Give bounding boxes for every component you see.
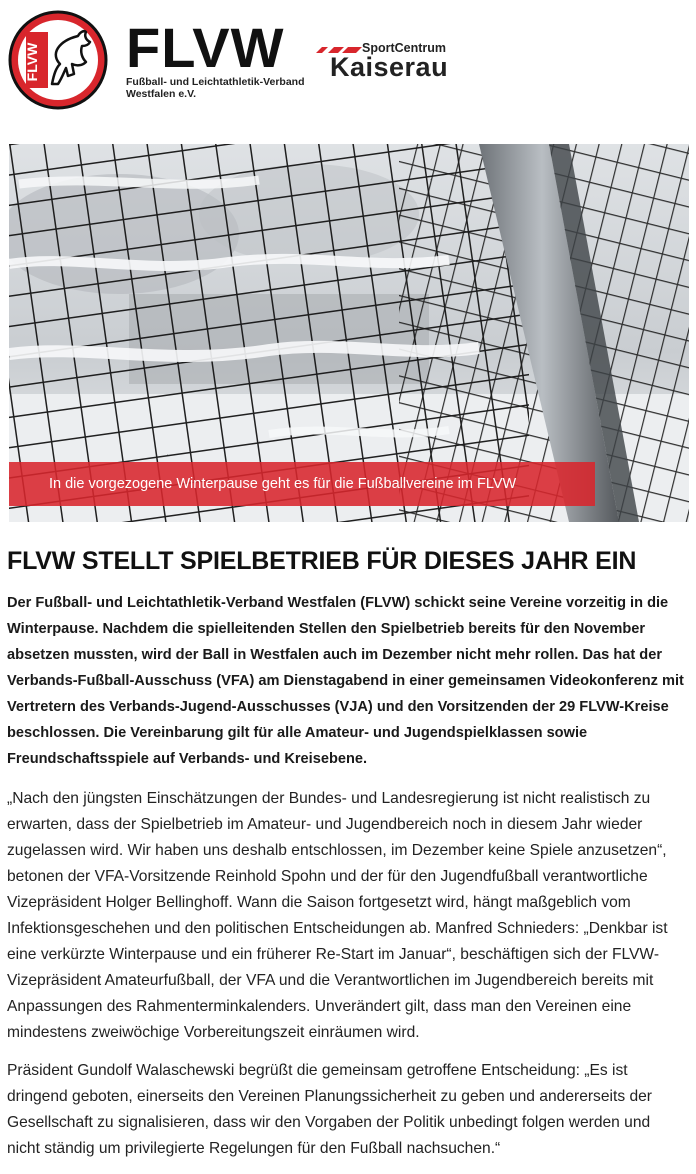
brand-block[interactable] bbox=[126, 16, 305, 100]
image-caption-bar bbox=[9, 462, 595, 506]
hero-image bbox=[9, 144, 689, 522]
article-headline: FLVW STELLT SPIELBETRIEB FÜR DIESES JAHR EIN bbox=[7, 547, 637, 575]
brand-name: FLVW bbox=[126, 16, 285, 79]
brand-subtitle-line1: Fußball- und Leichtathletik-Verband bbox=[126, 76, 305, 88]
image-caption: In die vorgezogene Winterpause geht es für die Fußballvereine im FLVW bbox=[49, 476, 517, 492]
sponsor-main-text: Kaiserau bbox=[330, 52, 449, 82]
crest-text: FLVW bbox=[24, 42, 40, 82]
site-header bbox=[0, 0, 696, 140]
article-paragraph: „Nach den jüngsten Einschätzungen der Bundes- und Landesregierung ist nicht realistisch zu erwarten, dass der Spielbetrieb im Amateur- und Jugendbereich noch in diesem Jahr wieder zugelassen wird. Wir haben uns deshalb entschlossen, im Dezember keine Spiele anzusetzen“, betonen der VFA-Vorsitzende Reinhold Spohn und der für den Jugendfußball verantwortliche Vizepräsident Holger Bellinghoff. Wann die Saison fortgesetzt wird, hängt maßgeblich vom Infektionsgeschehen und den politischen Entscheidungen ab. Manfred Schnieders: „Denkbar ist eine verkürzte Winterpause und ein früherer Re-Start im Januar“, beschäftigen sich der FLVW-Vizepräsident Amateurfußball, der VFA und die Verantwortlichen im Jugendbereich bereits mit Anpassungen des Rahmenterminkalenders. Unverändert gilt, dass man den Vereinen eine mindestens zweiwöchige Vorbereitungszeit einräumen wird. bbox=[7, 790, 668, 1041]
flvw-crest-logo[interactable] bbox=[8, 10, 108, 110]
article-paragraph: Präsident Gundolf Walaschewski begrüßt die gemeinsam getroffene Entscheidung: „Es ist dringend geboten, einerseits den Vereinen Planungssicherheit zu geben und andererseits der Gesellschaft zu signalisieren, dass wir den Vorgaben der Politik unbedingt folgen werden und nicht ständig um privilegierte Regelungen für den Fußball nachsuchen.“ bbox=[7, 1062, 652, 1157]
sponsor-logo[interactable] bbox=[314, 40, 464, 84]
article bbox=[7, 546, 685, 1174]
sponsor-top-text: SportCentrum bbox=[362, 41, 447, 55]
brand-subtitle-line2: Westfalen e.V. bbox=[126, 88, 197, 100]
article-lead: Der Fußball- und Leichtathletik-Verband Westfalen (FLVW) schickt seine Vereine vorzeitig in die Winterpause. Nachdem die spielleitenden Stellen den Spielbetrieb bereits für den November absetzen mussten, wird der Ball in Westfalen auch im Dezember nicht mehr rollen. Das hat der Verbands-Fußball-Ausschuss (VFA) am Dienstagabend in einer gemeinsamen Videokonferenz mit Vertretern des Verbands-Jugend-Ausschusses (VJA) und den Vorsitzenden der 29 FLVW-Kreise beschlossen. Die Vereinbarung gilt für alle Amateur- und Jugendspielklassen sowie Freundschaftsspiele auf Verbands- und Kreisebene. bbox=[7, 595, 684, 767]
